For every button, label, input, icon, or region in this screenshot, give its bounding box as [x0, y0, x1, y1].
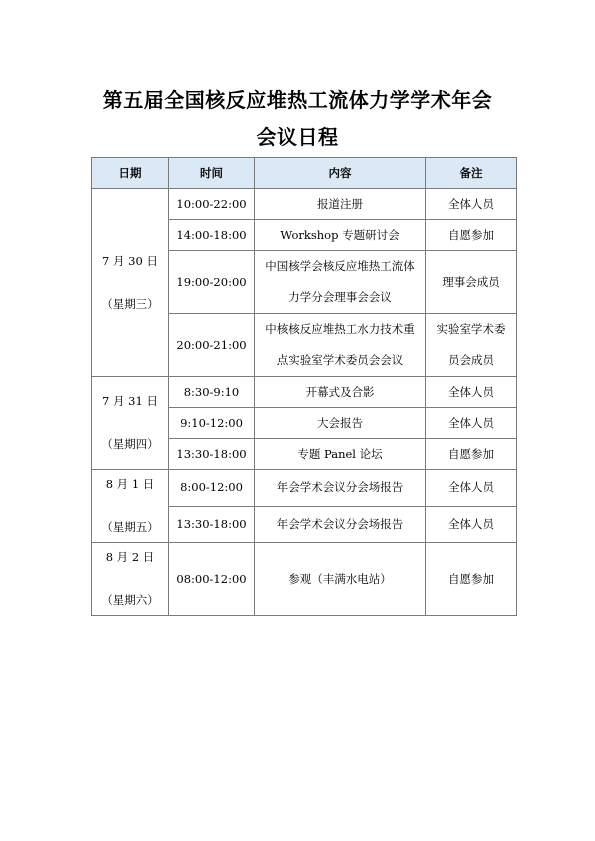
content-cell: Workshop 专题研讨会 — [255, 220, 426, 251]
time-cell: 20:00-21:00 — [169, 314, 255, 377]
content-cell: 大会报告 — [255, 408, 426, 439]
content-cell: 参观（丰满水电站） — [255, 543, 426, 616]
note-cell: 全体人员 — [426, 470, 517, 507]
header-time: 时间 — [169, 158, 255, 189]
note-cell: 自愿参加 — [426, 439, 517, 470]
note-cell: 全体人员 — [426, 189, 517, 220]
time-cell: 8:30-9:10 — [169, 377, 255, 408]
note-cell: 全体人员 — [426, 506, 517, 543]
header-content: 内容 — [255, 158, 426, 189]
header-row — [92, 158, 517, 189]
content-cell: 专题 Panel 论坛 — [255, 439, 426, 470]
weekday-label: （星期四） — [101, 437, 159, 451]
document-title: 第五届全国核反应堆热工流体力学学术年会 — [102, 88, 493, 112]
header-date: 日期 — [92, 158, 169, 189]
time-cell: 13:30-18:00 — [169, 439, 255, 470]
date-cell — [92, 189, 169, 377]
table-row — [92, 470, 517, 507]
time-cell: 19:00-20:00 — [169, 251, 255, 314]
weekday-label: （星期六） — [101, 593, 159, 607]
date-label: 7 月 30 日 — [102, 253, 158, 268]
document-subtitle: 会议日程 — [256, 125, 339, 149]
content-cell: 年会学术会议分会场报告 — [255, 470, 426, 507]
time-cell: 8:00-12:00 — [169, 470, 255, 507]
time-cell: 10:00-22:00 — [169, 189, 255, 220]
content-cell — [255, 314, 426, 377]
weekday-label: （星期三） — [101, 296, 159, 311]
note-line: 员会成员 — [448, 353, 494, 367]
note-line: 实验室学术委 — [436, 322, 506, 336]
table-row — [92, 543, 517, 616]
content-cell: 报道注册 — [255, 189, 426, 220]
date-cell — [92, 470, 169, 543]
note-cell: 自愿参加 — [426, 543, 517, 616]
table-row — [92, 189, 517, 220]
content-line: 中核核反应堆热工水力技术重 — [265, 322, 415, 336]
content-line: 点实验室学术委员会会议 — [276, 353, 404, 367]
date-label: 8 月 2 日 — [105, 550, 155, 564]
time-cell: 9:10-12:00 — [169, 408, 255, 439]
note-cell: 自愿参加 — [426, 220, 517, 251]
schedule-table — [91, 157, 517, 616]
table-row — [92, 377, 517, 408]
date-label: 7 月 31 日 — [102, 394, 158, 408]
content-line: 力学分会理事会会议 — [288, 290, 392, 304]
date-label: 8 月 1 日 — [105, 477, 155, 491]
content-line: 中国核学会核反应堆热工流体 — [265, 259, 415, 273]
time-cell: 13:30-18:00 — [169, 506, 255, 543]
content-cell — [255, 251, 426, 314]
content-cell: 年会学术会议分会场报告 — [255, 506, 426, 543]
note-cell: 理事会成员 — [426, 251, 517, 314]
note-cell: 全体人员 — [426, 408, 517, 439]
weekday-label: （星期五） — [101, 520, 159, 534]
note-cell — [426, 314, 517, 377]
time-cell: 14:00-18:00 — [169, 220, 255, 251]
date-cell — [92, 543, 169, 616]
time-cell: 08:00-12:00 — [169, 543, 255, 616]
date-cell — [92, 377, 169, 470]
header-note: 备注 — [426, 158, 517, 189]
content-cell: 开幕式及合影 — [255, 377, 426, 408]
note-cell: 全体人员 — [426, 377, 517, 408]
